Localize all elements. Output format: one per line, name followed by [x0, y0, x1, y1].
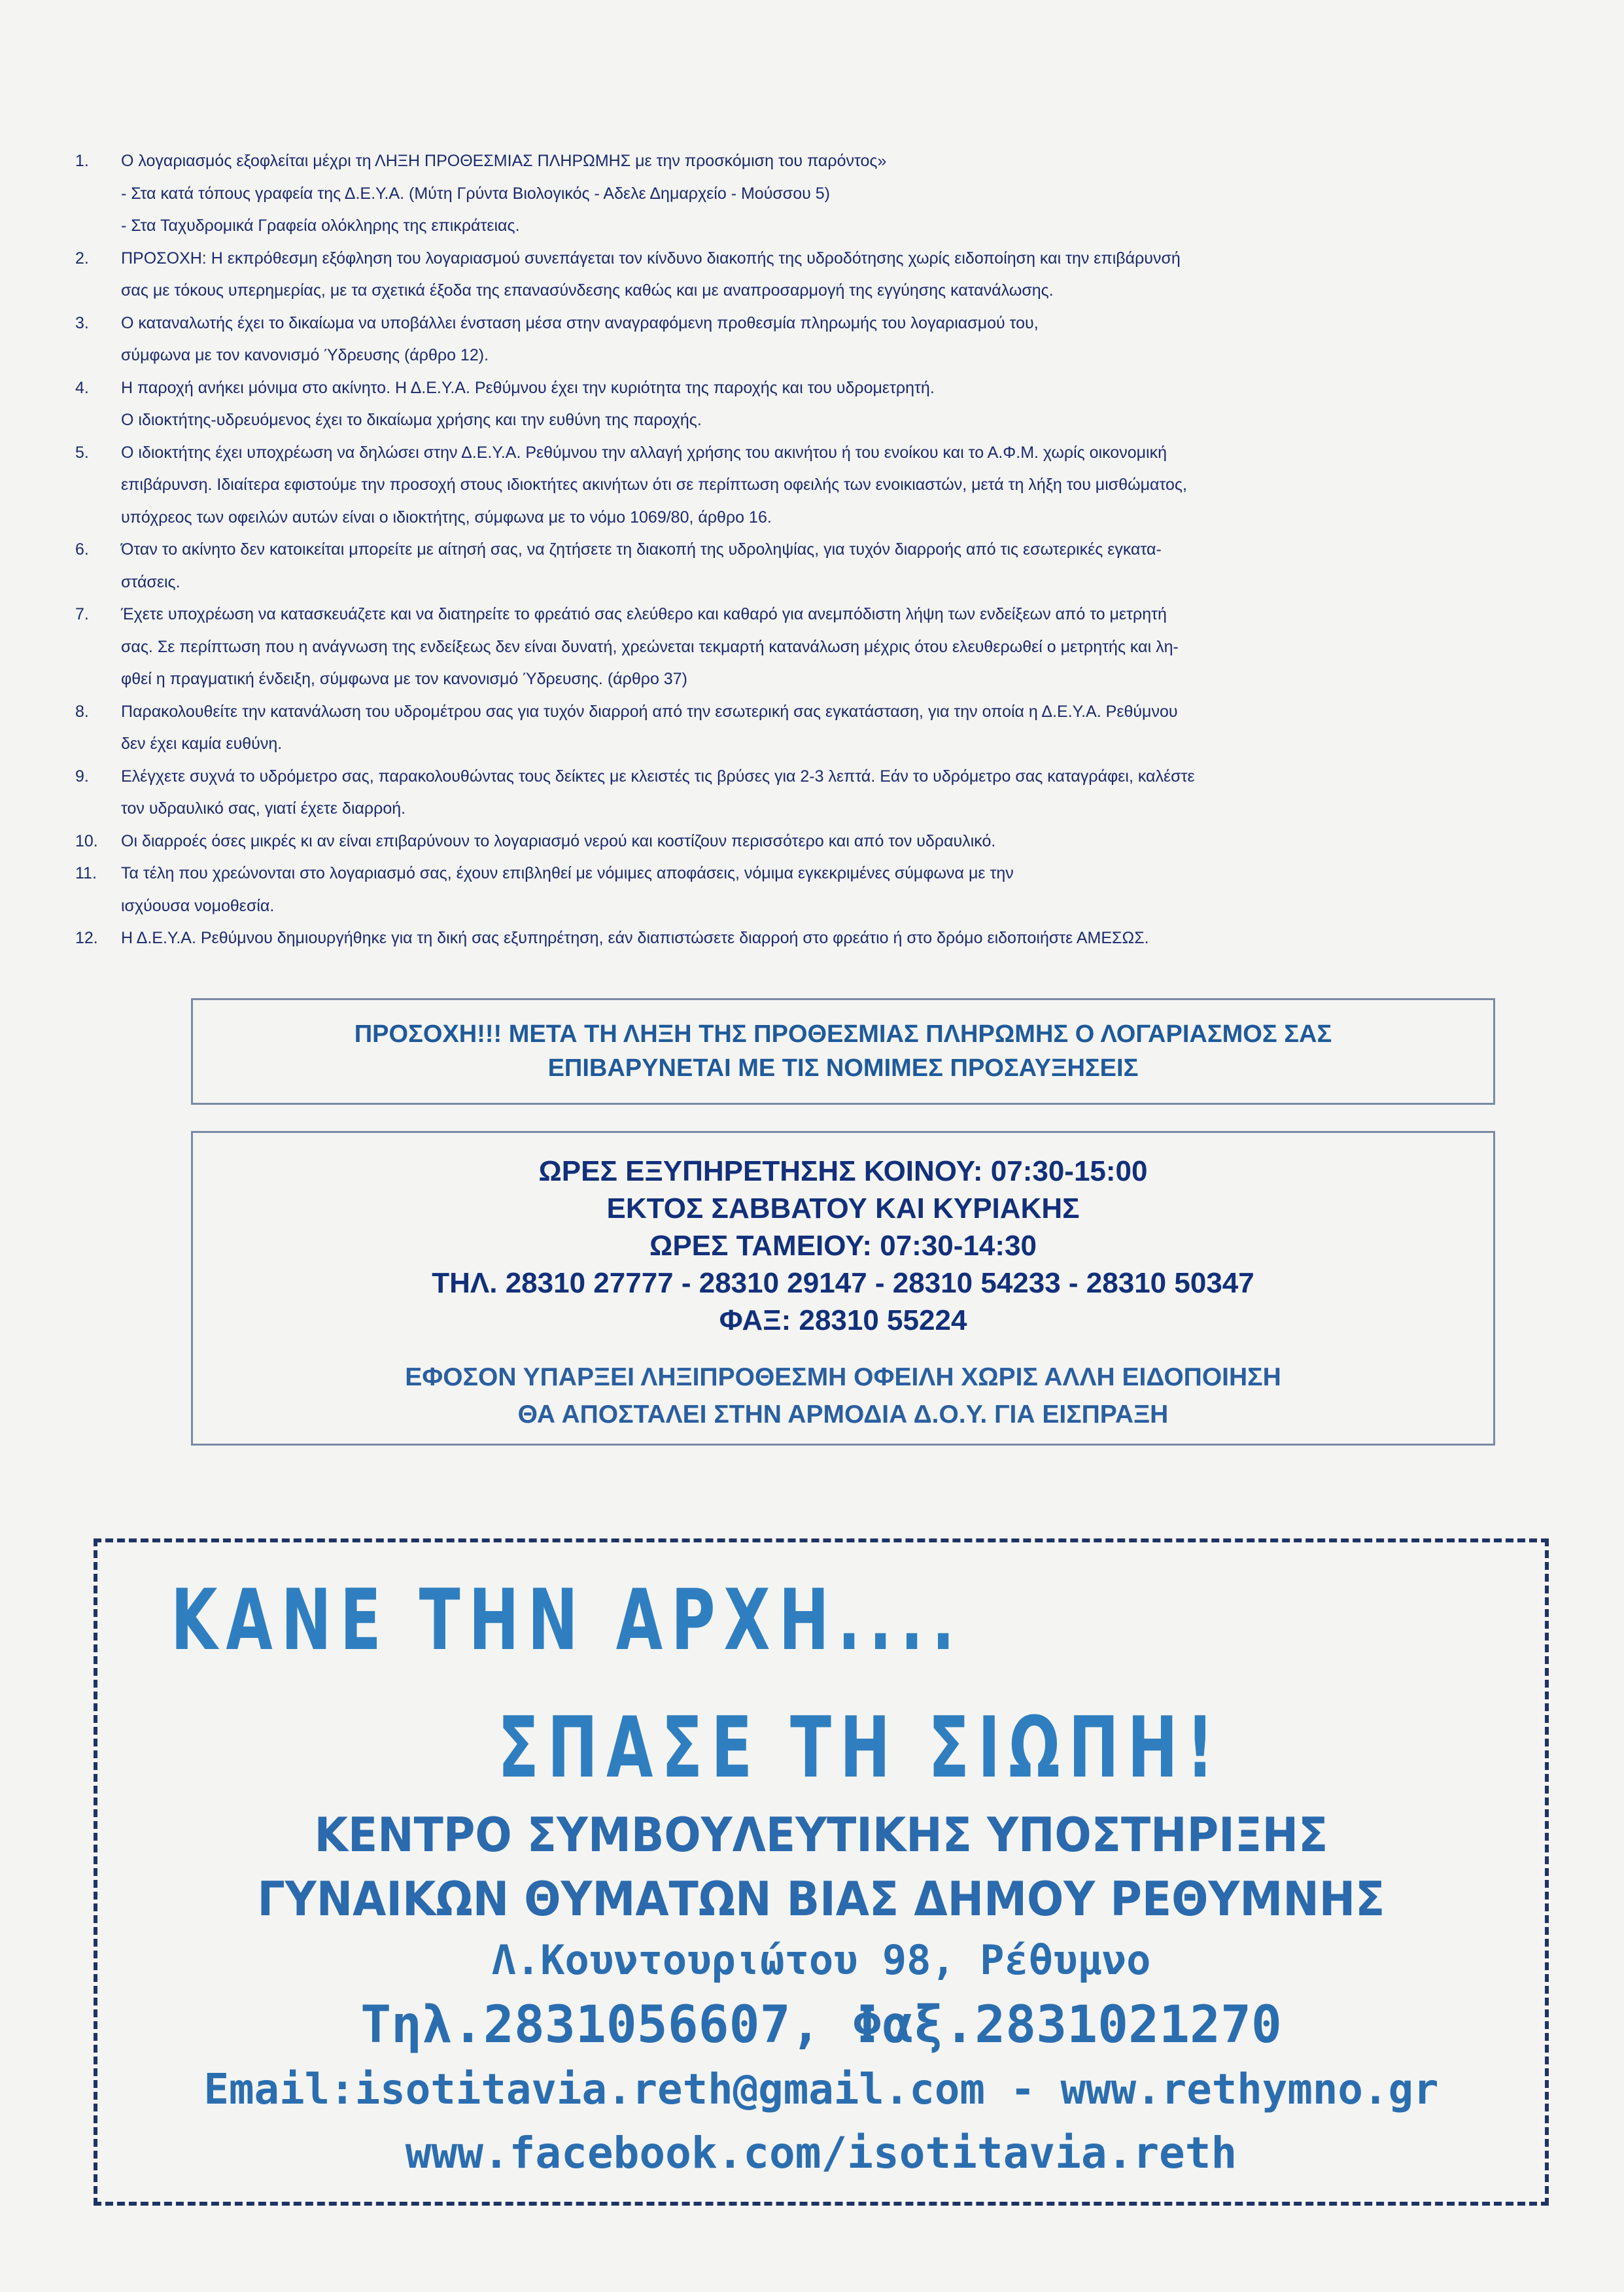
campaign-headline-1: ΚΑΝΕ ΤΗΝ ΑΡΧΗ....	[171, 1572, 963, 1669]
note-number: 12.	[75, 929, 98, 947]
note-line: Ο ιδιοκτήτης-υδρευόμενος έχει το δικαίωμα χρήσης και την ευθύνη της παροχής.	[121, 411, 702, 429]
note-text	[121, 761, 1573, 825]
org-phone-fax: Τηλ.2831056607, Φαξ.2831021270	[360, 1996, 1282, 2055]
note-item	[75, 145, 1573, 243]
note-line: τον υδραυλικό σας, γιατί έχετε διαρροή.	[121, 799, 406, 818]
note-line: σας. Σε περίπτωση που η ανάγνωση της ενδείξεως δεν είναι δυνατή, χρεώνεται τεκμαρτή κατανάλωση μέχρις ότου ελευθερωθεί ο μετρητής και λη-	[121, 637, 1179, 656]
note-text	[121, 599, 1573, 696]
note-line: ισχύουσα νομοθεσία.	[121, 896, 275, 915]
note-item	[75, 761, 1573, 825]
note-text	[121, 696, 1573, 761]
note-line: σύμφωνα με τον κανονισμό Ύδρευσης (άρθρο 12).	[121, 346, 489, 364]
note-number: 7.	[75, 605, 89, 623]
note-line: στάσεις.	[121, 572, 181, 591]
campaign-box	[94, 1538, 1549, 2206]
note-line: Οι διαρροές όσες μικρές κι αν είναι επιβαρύνουν το λογαριασμό νερού και κοστίζουν περισσότερο και από τον υδραυλικό.	[121, 831, 996, 850]
note-item	[75, 696, 1573, 761]
org-address: Λ.Κουντουριώτου 98, Ρέθυμνο	[491, 1936, 1151, 1984]
note-line: φθεί η πραγματική ένδειξη, σύμφωνα με τον κανονισμό Ύδρευσης. (άρθρο 37)	[121, 670, 687, 688]
notice-line-2: ΕΠΙΒΑΡΥΝΕΤΑΙ ΜΕ ΤΙΣ ΝΟΜΙΜΕΣ ΠΡΟΣΑΥΞΗΣΕΙΣ	[547, 1054, 1139, 1082]
note-text	[121, 372, 1573, 437]
note-line: δεν έχει καμία ευθύνη.	[121, 735, 283, 753]
note-line: Έχετε υποχρέωση να κατασκευάζετε και να διατηρείτε το φρεάτιό σας ελεύθερο και καθαρό για ανεμπόδιστη λήψη των ενδείξεων από το μετρητή	[121, 605, 1167, 623]
note-line: Η Δ.Ε.Υ.Α. Ρεθύμνου δημιουργήθηκε για τη δική σας εξυπηρέτηση, εάν διαπιστώσετε διαρροή στο φρεάτιο ή στο δρόμο ειδοποιήστε ΑΜΕΣΩΣ.	[121, 929, 1149, 947]
note-number: 2.	[75, 249, 89, 268]
note-text	[121, 437, 1573, 534]
org-facebook-link[interactable]: www.facebook.com/isotitavia.reth	[405, 2128, 1237, 2178]
note-text	[121, 825, 1573, 858]
note-line: - Στα κατά τόπους γραφεία της Δ.Ε.Υ.Α. (Μύτη Γρύντα Βιολογικός - Αδελε Δημαρχείο - Μούσσου 5)	[121, 184, 830, 203]
note-number: 6.	[75, 540, 89, 559]
hours-except-weekend: ΕΚΤΟΣ ΣΑΒΒΑΤΟΥ ΚΑΙ ΚΥΡΙΑΚΗΣ	[606, 1192, 1080, 1224]
note-number: 10.	[75, 831, 98, 850]
service-hours-box	[191, 1131, 1495, 1446]
note-line: σας με τόκους υπερημερίας, με τα σχετικά έξοδα της επανασύνδεσης καθώς και με αναπροσαρμογή της εγγύησης κατανάλωσης.	[121, 281, 1054, 300]
note-text	[121, 243, 1573, 307]
hours-public: ΩΡΕΣ ΕΞΥΠΗΡΕΤΗΣΗΣ ΚΟΙΝΟΥ: 07:30-15:00	[538, 1155, 1148, 1187]
notice-line-1: ΠΡΟΣΟΧΗ!!! ΜΕΤΑ ΤΗ ΛΗΞΗ ΤΗΣ ΠΡΟΘΕΣΜΙΑΣ ΠΛΗΡΩΜΗΣ Ο ΛΟΓΑΡΙΑΣΜΟΣ ΣΑΣ	[354, 1020, 1332, 1048]
note-text	[121, 534, 1573, 599]
note-line: Ελέγχετε συχνά το υδρόμετρο σας, παρακολουθώντας τους δείκτες με κλειστές τις βρύσες για 2-3 λεπτά. Εάν το υδρόμετρο σας καταγράφει, καλέστε	[121, 767, 1195, 786]
note-line: ΠΡΟΣΟΧΗ: Η εκπρόθεσμη εξόφληση του λογαριασμού συνεπάγεται τον κίνδυνο διακοπής της υδροδότησης χωρίς ειδοποίηση και την επιβάρυνσή	[121, 249, 1181, 268]
note-item	[75, 243, 1573, 307]
note-line: Παρακολουθείτε την κατανάλωση του υδρομέτρου σας για τυχόν διαρροή από την εσωτερική σας εγκατάσταση, για την οποία η Δ.Ε.Υ.Α. Ρεθύμνου	[121, 702, 1178, 721]
note-item	[75, 922, 1573, 955]
org-email-website[interactable]: Email:isotitavia.reth@gmail.com - www.rethymno.gr	[203, 2066, 1439, 2114]
note-number: 11.	[75, 864, 97, 882]
note-number: 5.	[75, 443, 89, 462]
note-item	[75, 825, 1573, 858]
fax-number: ΦΑΞ: 28310 55224	[719, 1304, 967, 1336]
note-line: - Στα Ταχυδρομικά Γραφεία ολόκληρης της επικράτειας.	[121, 217, 520, 235]
note-line: υπόχρεος των οφειλών αυτών είναι ο ιδιοκτήτης, σύμφωνα με το νόμο 1069/80, άρθρο 16.	[121, 508, 772, 527]
note-number: 3.	[75, 313, 89, 332]
org-name-line-1: ΚΕΝΤΡΟ ΣΥΜΒΟΥΛΕΥΤΙΚΗΣ ΥΠΟΣΤΗΡΙΞΗΣ	[314, 1807, 1328, 1862]
phone-numbers: ΤΗΛ. 28310 27777 - 28310 29147 - 28310 54233 - 28310 50347	[432, 1267, 1254, 1299]
note-item	[75, 437, 1573, 534]
org-name-line-2: ΓΥΝΑΙΚΩΝ ΘΥΜΑΤΩΝ ΒΙΑΣ ΔΗΜΟΥ ΡΕΘΥΜΝΗΣ	[257, 1871, 1385, 1926]
note-line: επιβάρυνση. Ιδιαίτερα εφιστούμε την προσοχή στους ιδιοκτήτες ακινήτων ότι σε περίπτωση οφειλής των ενοικιαστών, μετά τη λήξη του μισθώματος,	[121, 476, 1187, 494]
note-number: 8.	[75, 702, 89, 721]
note-number: 4.	[75, 378, 89, 397]
note-number: 9.	[75, 767, 89, 786]
note-item	[75, 372, 1573, 437]
overdue-warning	[193, 1359, 1493, 1433]
note-number: 1.	[75, 152, 89, 170]
late-payment-notice	[191, 998, 1495, 1105]
notes-list	[75, 145, 1573, 955]
note-text	[121, 858, 1573, 922]
note-item	[75, 599, 1573, 696]
hours-cashier: ΩΡΕΣ ΤΑΜΕΙΟΥ: 07:30-14:30	[649, 1230, 1037, 1262]
note-item	[75, 858, 1573, 922]
note-item	[75, 307, 1573, 372]
campaign-headline-2: ΣΠΑΣΕ ΤΗ ΣΙΩΠΗ!	[498, 1699, 1222, 1797]
note-text	[121, 145, 1573, 243]
note-item	[75, 534, 1573, 599]
note-line: Η παροχή ανήκει μόνιμα στο ακίνητο. Η Δ.Ε.Υ.Α. Ρεθύμνου έχει την κυριότητα της παροχής και του υδρομετρητή.	[121, 378, 935, 397]
overdue-warning-line-1: ΕΦΟΣΟΝ ΥΠΑΡΞΕΙ ΛΗΞΙΠΡΟΘΕΣΜΗ ΟΦΕΙΛΗ ΧΩΡΙΣ ΑΛΛΗ ΕΙΔΟΠΟΙΗΣΗ	[405, 1363, 1281, 1391]
overdue-warning-line-2: ΘΑ ΑΠΟΣΤΑΛΕΙ ΣΤΗΝ ΑΡΜΟΔΙΑ Δ.Ο.Υ. ΓΙΑ ΕΙΣΠΡΑΞΗ	[517, 1400, 1169, 1429]
note-line: Όταν το ακίνητο δεν κατοικείται μπορείτε με αίτησή σας, να ζητήσετε τη διακοπή της υδροληψίας, για τυχόν διαρροής από τις εσωτερικές εγκατα-	[121, 540, 1162, 559]
note-line: Ο λογαριασμός εξοφλείται μέχρι τη ΛΗΞΗ ΠΡΟΘΕΣΜΙΑΣ ΠΛΗΡΩΜΗΣ με την προσκόμιση του παρόντος»	[121, 152, 887, 170]
note-line: Ο καταναλωτής έχει το δικαίωμα να υποβάλλει ένσταση μέσα στην αναγραφόμενη προθεσμία πληρωμής του λογαριασμού του,	[121, 313, 1039, 332]
note-line: Τα τέλη που χρεώνονται στο λογαριασμό σας, έχουν επιβληθεί με νόμιμες αποφάσεις, νόμιμα εγκεκριμένες σύμφωνα με την	[121, 864, 1014, 882]
note-text	[121, 307, 1573, 372]
note-text	[121, 922, 1573, 955]
note-line: Ο ιδιοκτήτης έχει υποχρέωση να δηλώσει στην Δ.Ε.Υ.Α. Ρεθύμνου την αλλαγή χρήσης του ακινήτου ή του ενοίκου και το Α.Φ.Μ. χωρίς οικονομική	[121, 443, 1167, 462]
